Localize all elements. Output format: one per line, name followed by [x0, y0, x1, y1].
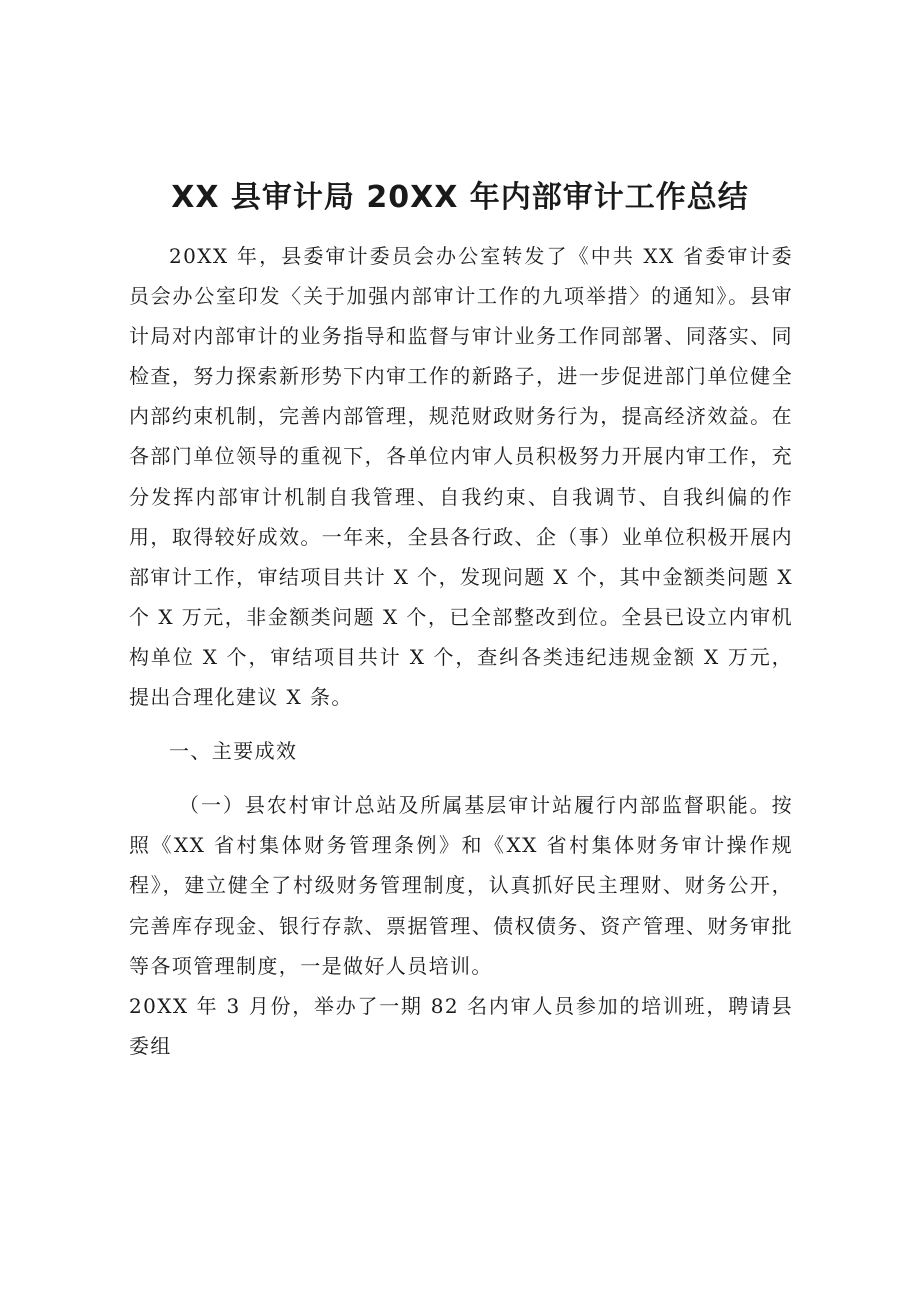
document-body	[129, 236, 793, 1066]
document-title: XX 县审计局 20XX 年内部审计工作总结	[171, 180, 749, 215]
continuation-paragraph: 20XX 年 3 月份，举办了一期 82 名内审人员参加的培训班，聘请县委组	[129, 993, 793, 1058]
subsection-paragraph: （一）县农村审计总站及所属基层审计站履行内部监督职能。按照《XX 省村集体财务管理条例》和《XX 省村集体财务审计操作规程》，建立健全了村级财务管理制度，认真抓好民主理财、财务公开，完善库存现金、银行存款、票据管理、债权债务、资产管理、财务审批等各项管理制度，一是做好人员培训。	[129, 793, 793, 978]
section-heading: 一、主要成效	[169, 739, 298, 764]
intro-paragraph: 20XX 年，县委审计委员会办公室转发了《中共 XX 省委审计委员会办公室印发〈关于加强内部审计工作的九项举措〉的通知》。县审计局对内部审计的业务指导和监督与审计业务工作同部署、同落实、同检查，努力探索新形势下内审工作的新路子，进一步促进部门单位健全内部约束机制，完善内部管理，规范财政财务行为，提高经济效益。在各部门单位领导的重视下，各单位内审人员积极努力开展内审工作，充分发挥内部审计机制自我管理、自我约束、自我调节、自我纠偏的作用，取得较好成效。一年来，全县各行政、企（事）业单位积极开展内部审计工作，审结项目共计 X 个，发现问题 X 个，其中金额类问题 X 个 X 万元，非金额类问题 X 个，已全部整改到位。全县已设立内审机构单位 X 个，审结项目共计 X 个，查纠各类违纪违规金额 X 万元，提出合理化建议 X 条。	[129, 244, 793, 710]
